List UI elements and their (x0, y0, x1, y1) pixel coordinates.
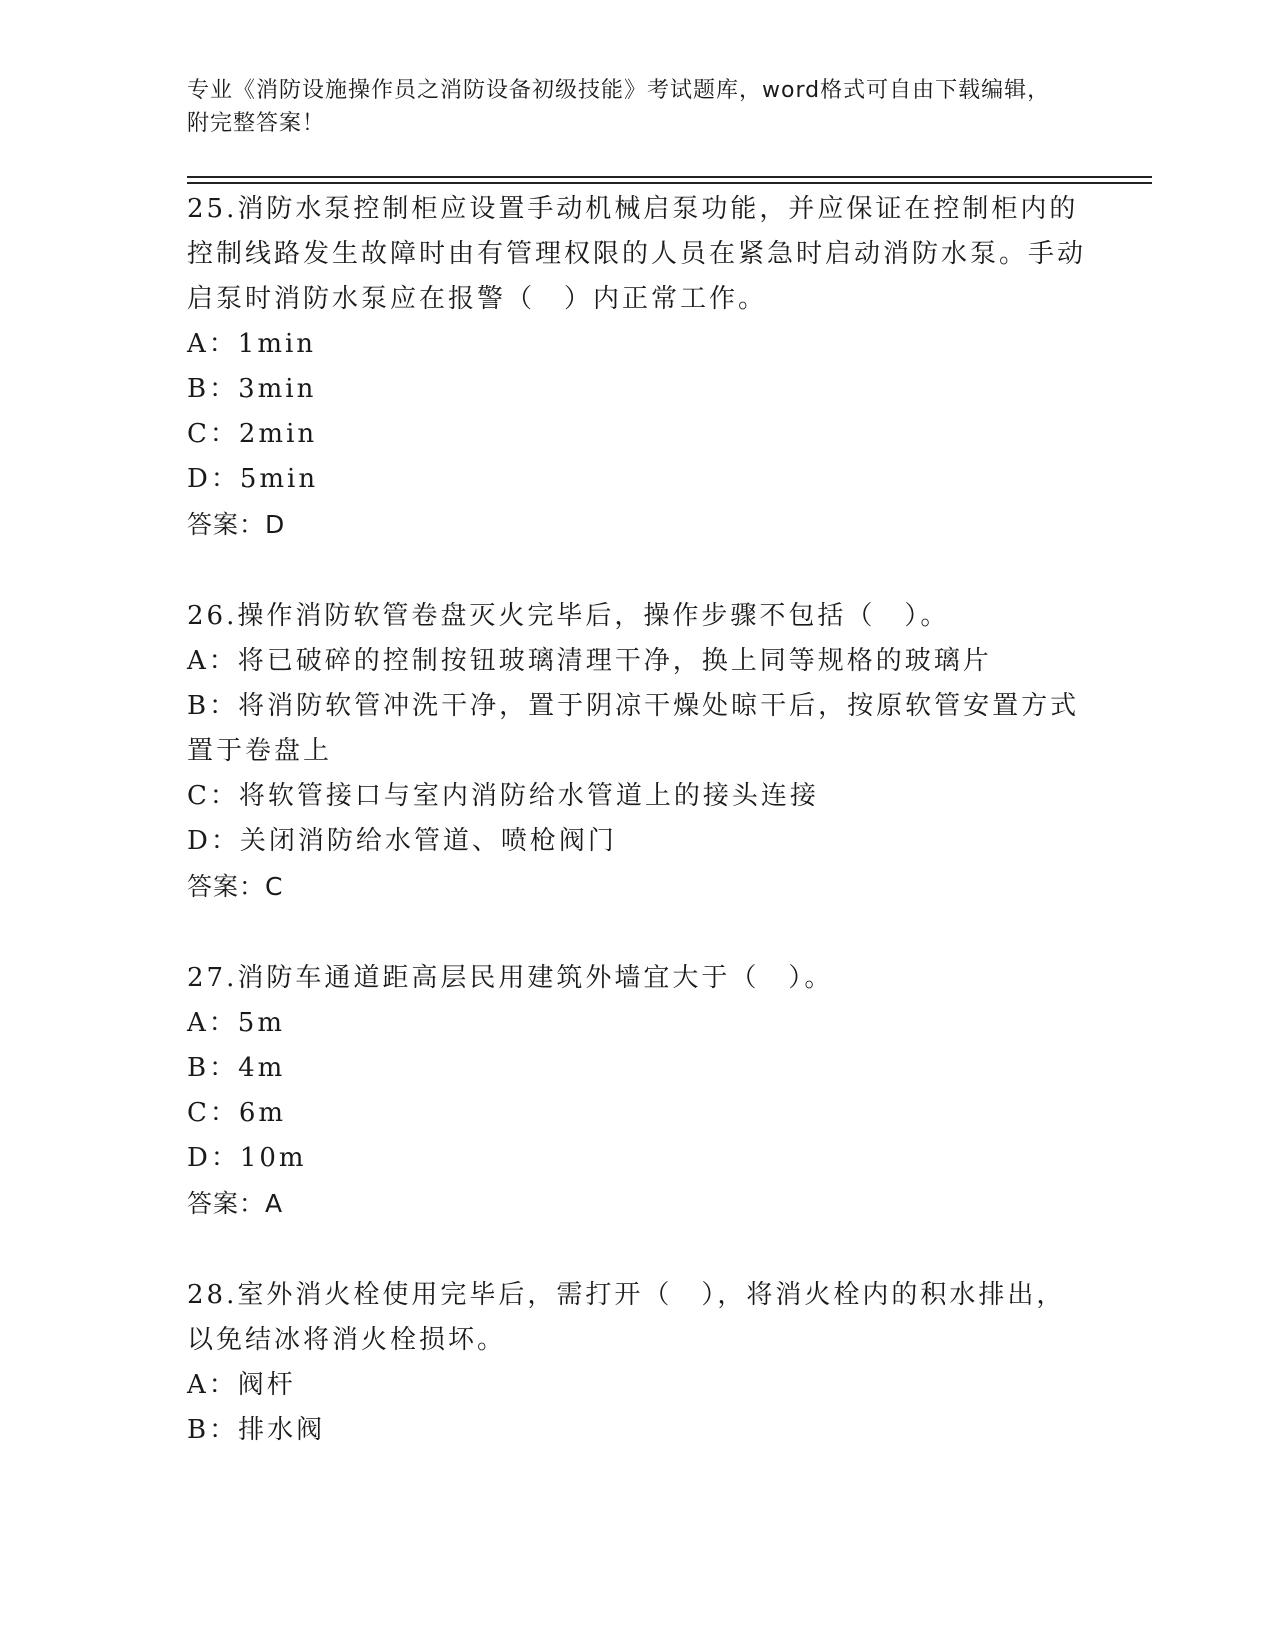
question-text: 25.消防水泵控制柜应设置手动机械启泵功能，并应保证在控制柜内的控制线路发生故障时由有管理权限的人员在紧急时启动消防水泵。手动启泵时消防水泵应在报警（ ）内正常工作。 (187, 194, 1087, 314)
question-text: 26.操作消防软管卷盘灭火完毕后，操作步骤不包括（ ）。 (187, 601, 950, 631)
option-a: A：1min (187, 329, 317, 359)
option-d: D：10m (187, 1143, 307, 1173)
header-rule-top (187, 176, 1152, 178)
answer: 答案：D (187, 510, 286, 539)
header-rule-bottom (187, 182, 1152, 184)
option-d: D：关闭消防给水管道、喷枪阀门 (187, 826, 617, 856)
answer: 答案：C (187, 872, 284, 901)
option-b: B：3min (187, 374, 317, 404)
option-b: B：排水阀 (187, 1415, 326, 1445)
option-b: B：4m (187, 1053, 286, 1083)
option-a: A：5m (187, 1008, 285, 1038)
question-25 (187, 187, 1087, 547)
document-header: 专业《消防设施操作员之消防设备初级技能》考试题库，word格式可自由下载编辑，附完整答案！ (187, 78, 1051, 136)
option-c: C：将软管接口与室内消防给水管道上的接头连接 (187, 781, 819, 811)
question-28 (187, 1273, 1087, 1453)
option-a: A：阀杆 (187, 1370, 296, 1400)
question-26 (187, 594, 1087, 909)
question-text: 27.消防车通道距高层民用建筑外墙宜大于（ ）。 (187, 963, 834, 993)
question-27 (187, 956, 1087, 1226)
question-text: 28.室外消火栓使用完毕后，需打开（ ），将消火栓内的积水排出，以免结冰将消火栓损坏。 (187, 1280, 1066, 1355)
option-c: C：6m (187, 1098, 287, 1128)
answer: 答案：A (187, 1189, 284, 1218)
option-c: C：2min (187, 419, 318, 449)
option-b: B：将消防软管冲洗干净，置于阴凉干燥处晾干后，按原软管安置方式置于卷盘上 (187, 691, 1080, 766)
option-d: D：5min (187, 464, 319, 494)
option-a: A：将已破碎的控制按钮玻璃清理干净，换上同等规格的玻璃片 (187, 646, 992, 676)
question-list (187, 187, 1087, 1500)
